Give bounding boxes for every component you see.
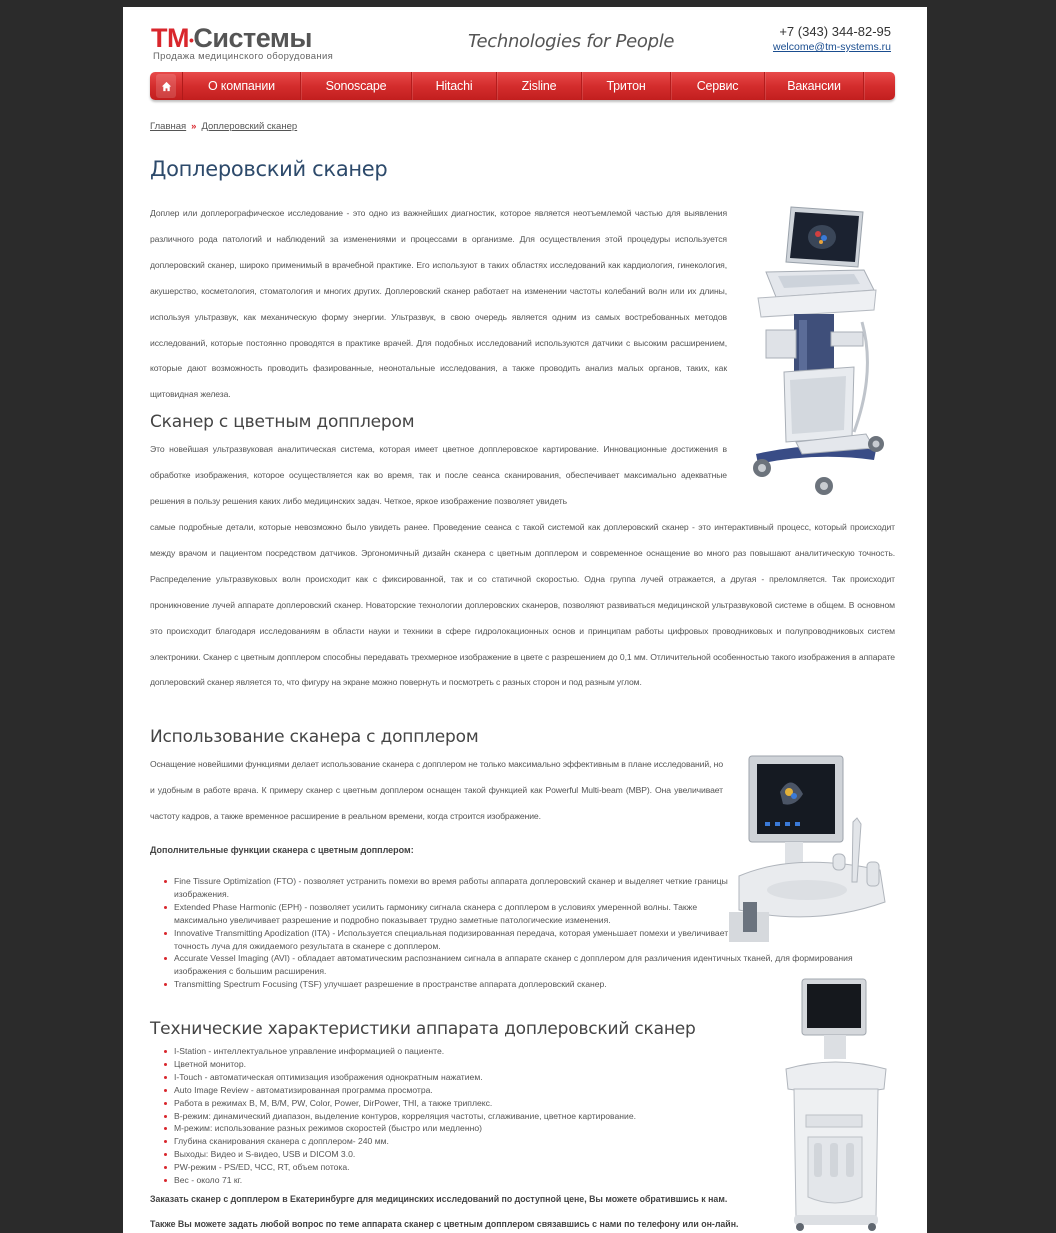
nav-item-service[interactable]: Сервис [671,72,765,100]
specs-list [150,1045,770,1187]
email-link[interactable]: welcome@tm-systems.ru [772,41,891,53]
section-heading-usage: Использование сканера с допплером [150,727,479,747]
nav-home-button[interactable] [150,72,183,100]
page-title: Доплеровский сканер [150,157,388,181]
nav-item-about[interactable]: О компании [183,72,301,100]
tagline: Technologies for People [468,31,675,52]
nav-item-hitachi[interactable]: Hitachi [412,72,497,100]
section-heading-color-doppler: Сканер с цветным допплером [150,412,415,432]
spec-item: В-режим: динамический диапазон, выделение контуров, корреляция частоты, сглаживание, цветное картирование. [150,1110,770,1123]
intro-paragraph: Доплер или доплерографическое исследование - это одно из важнейших диагностик, которое является неотъемлемой частью для выявления различного рода патологий и наблюдений за изменениями и процессами в организме. Для осуществления этой процедуры используется доплеровский сканер, широко применимый в врачебной практике. Его используют в таких областях исследований как кардиология, гинекология, акушерство, косметология, стоматология и многих других. Доплеровский сканер работает на изменении частоты колебаний волн или их длины, используя ультразвук, как механическую форму энергии. Ультразвук, в свою очередь является одним из самых востребованных методов исследований, которые постоянно проводятся в практике врачей. Для подобных исследований используются датчики с высоким расширением, которые дают возможность проводить фазированные, неонотальные исследования, а также проводить анализ малых органов, таких, как щитовидная железа. [150,208,727,400]
spec-item: М-режим: использование разных режимов скоростей (быстро или медленно) [150,1122,770,1135]
breadcrumb [150,121,297,132]
spec-item: I-Station - интеллектуальное управление информацией о пациенте. [150,1045,770,1058]
nav-item-triton[interactable]: Тритон [582,72,671,100]
spec-item: I-Touch - автоматическая оптимизация изображения однократным нажатием. [150,1071,770,1084]
spec-item: Выходы: Видео и S-видео, USB и DICOM 3.0. [150,1148,770,1161]
feature-item: Innovative Transmitting Apodization (ITA) - Используется специальная подизированная передача, которая уменьшает помехи и увеличивает точность луча для ожидаемого результата в сканере с допплером. [150,927,730,953]
breadcrumb-current-link[interactable]: Доплеровский сканер [201,121,298,132]
spec-item: Работа в режимах B, M, B/M, PW, Color, Power, DirPower, THI, а также триплекс. [150,1097,770,1110]
logo-systems: Системы [193,23,312,53]
feature-item: Extended Phase Harmonic (EPH) - позволяет усилить гармонику сигнала сканера с допплером в условиях умеренной волны. Также максимально увеличивает разрешение и подробно показывает трудно заметные патологические изменения. [150,901,730,927]
section-heading-specs: Технические характеристики аппарата доплеровский сканер [150,1019,696,1039]
logo-tm: ТМ [151,23,189,53]
breadcrumb-home-link[interactable]: Главная [150,121,187,132]
home-icon [161,81,172,92]
main-nav [150,72,895,100]
nav-item-sonoscape[interactable]: Sonoscape [301,72,412,100]
features-list [150,875,730,952]
spec-item: Вес - около 71 кг. [150,1174,770,1187]
page-container [123,7,927,1233]
usage-paragraph: Оснащение новейшими функциями делает использование сканера с допплером не только максимально эффективным в плане исследований, но и удобным в работе врача. К примеру сканер с цветным допплером оснащен такой функцией как Powerful Multi-beam (MBP). Она увеличивает частоту кадров, а также временное расширение в реальном времени, когда строится изображение. [150,759,723,821]
breadcrumb-separator: » [191,121,197,132]
color-doppler-paragraph-top: Это новейшая ультразвуковая аналитическая система, которая имеет цветное допплеровское картирование. Инновационные достижения в обработке изображения, которое осуществляется как во время, так и после сеанса сканирования, обеспечивает максимально адекватные решения в пользу решения каких либо медицинских задач. Четкое, яркое изображение позволяет увидеть [150,444,727,506]
feature-item: Transmitting Spectrum Focusing (TSF) улучшает разрешение в пространстве аппарата доплеровский сканер. [150,978,895,991]
nav-item-zisline[interactable]: Zisline [497,72,582,100]
portable-ultrasound-cart-image [736,202,896,497]
feature-item: Fine Tissure Optimization (FTO) - позволяет устранить помехи во время работы аппарата доплеровский сканер и выделяет четкие границы изображения. [150,875,730,901]
color-doppler-paragraph-bottom: самые подробные детали, которые невозможно было увидеть ранее. Проведение сеанса с такой системой как доплеровский сканер - это интерактивный процесс, который происходит между врачом и пациентом посредством датчиков. Эргономичный дизайн сканера с цветным допплером и современное оснащение во много раз повышают аналитическую точность. Распределение ультразвуковых волн происходит как с фиксированной, так и со статичной скоростью. Одна группа лучей отражается, а другая - преломляется. Так происходит проникновение лучей аппарате доплеровский сканер. Новаторские технологии доплеровских сканеров, позволяют развиваться медицинской ультразвуковой системе в общем. В основном это происходит благодаря исследованиям в области науки и техники в сфере гидролокационных основ и принципам работы цифровых проводниковых и полупроводниковых систем электроники. Сканер с цветным допплером способны передавать трехмерное изображение в цвете с разрешением до 0,1 мм. Отличительной особенностью такого изображения в аппарате доплеровский сканер является то, что фигуру на экране можно повернуть и посмотреть с разных сторон и под разным углом. [150,522,895,688]
feature-item: Accurate Vessel Imaging (AVI) - обладает автоматическим распознанием сигнала в аппарате сканер с допплером для различения идентичных тканей, для формирования изображения с большим расширения. [150,952,895,978]
order-note: Заказать сканер с допплером в Екатеринбурге для медицинских исследований по доступной цене, Вы можете обратившись к нам. [150,1194,728,1204]
contact-note: Также Вы можете задать любой вопрос по теме аппарата сканер с цветным допплером связавшись с нами по телефону или он-лайн. [150,1219,739,1229]
logo[interactable] [151,25,371,61]
logo-subtitle: Продажа медицинского оборудования [153,51,334,62]
spec-item: Глубина сканирования сканера с допплером- 240 мм. [150,1135,770,1148]
features-title: Дополнительные функции сканера с цветным допплером: [150,845,414,855]
console-ultrasound-image [725,752,890,942]
logo-dot: • [188,31,194,48]
phone-number: +7 (343) 344-82-95 [779,24,891,39]
spec-item: Цветной монитор. [150,1058,770,1071]
spec-item: PW-режим - PS/ED, ЧСС, RT, объем потока. [150,1161,770,1174]
header-contacts [773,24,891,54]
tower-ultrasound-image [780,977,892,1233]
nav-item-vacancies[interactable]: Вакансии [765,72,864,100]
spec-item: Auto Image Review - автоматизированная программа просмотра. [150,1084,770,1097]
